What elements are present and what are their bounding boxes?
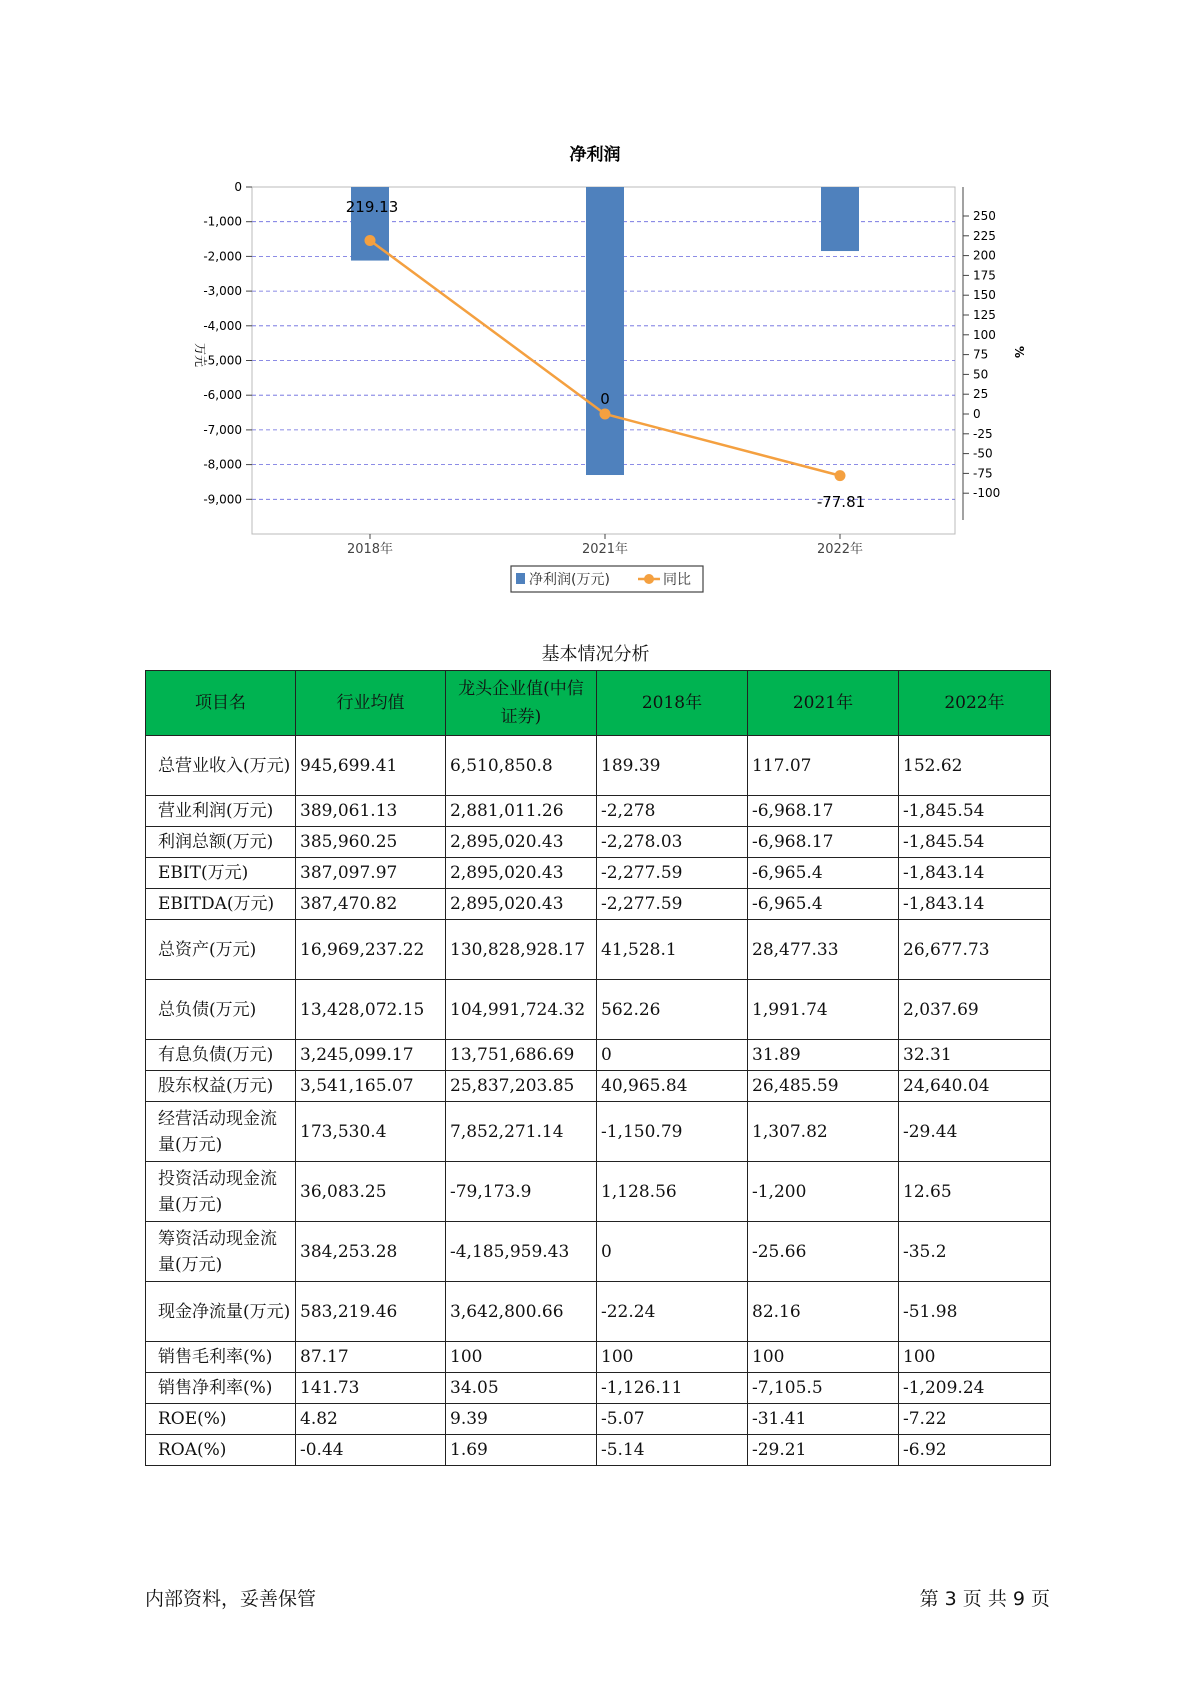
yoy-point [835, 470, 846, 481]
table-cell: 1,307.82 [748, 1102, 899, 1162]
table-cell: -6.92 [899, 1435, 1051, 1466]
table-cell: 130,828,928.17 [446, 920, 597, 980]
table-cell: 389,061.13 [296, 796, 446, 827]
data-label: -77.81 [816, 493, 866, 511]
row-label: 销售净利率(%) [146, 1373, 296, 1404]
table-cell: -6,968.17 [748, 827, 899, 858]
table-cell: 384,253.28 [296, 1222, 446, 1282]
left-axis-label: 万元 [193, 342, 207, 368]
table-cell: 41,528.1 [597, 920, 748, 980]
right-tick-label: 250 [973, 209, 996, 223]
right-tick-label: 200 [973, 248, 996, 263]
table-cell: 2,895,020.43 [446, 827, 597, 858]
x-tick-label: 2022年 [816, 542, 864, 557]
table-cell: 2,881,011.26 [446, 796, 597, 827]
table-cell: 9.39 [446, 1404, 597, 1435]
table-row [146, 1282, 1051, 1342]
right-tick-label: 225 [973, 228, 996, 243]
table-cell: 385,960.25 [296, 827, 446, 858]
row-label: 有息负债(万元) [146, 1040, 296, 1071]
table-cell: 2,895,020.43 [446, 889, 597, 920]
table-row [146, 796, 1051, 827]
column-header: 项目名 [146, 671, 296, 736]
row-label: 总资产(万元) [146, 920, 296, 980]
table-cell: 16,969,237.22 [296, 920, 446, 980]
row-label: 销售毛利率(%) [146, 1342, 296, 1373]
table-cell: -1,843.14 [899, 858, 1051, 889]
bar [586, 187, 624, 475]
table-cell: -22.24 [597, 1282, 748, 1342]
table-cell: -31.41 [748, 1404, 899, 1435]
table-row [146, 980, 1051, 1040]
legend-line-marker [644, 574, 654, 584]
column-header: 2022年 [899, 671, 1051, 736]
legend-bar-swatch [516, 573, 525, 584]
row-label: EBIT(万元) [146, 858, 296, 889]
right-tick-label: 25 [973, 387, 989, 402]
table-row [146, 1373, 1051, 1404]
table-cell: -1,126.11 [597, 1373, 748, 1404]
table-cell: 13,428,072.15 [296, 980, 446, 1040]
table-cell: 36,083.25 [296, 1162, 446, 1222]
table-cell: 152.62 [899, 736, 1051, 796]
table-row [146, 858, 1051, 889]
row-label: EBITDA(万元) [146, 889, 296, 920]
left-tick-label: -9,000 [203, 492, 242, 507]
row-label: 营业利润(万元) [146, 796, 296, 827]
column-header: 龙头企业值(中信证券) [446, 671, 597, 736]
bar [821, 187, 859, 251]
yoy-point [365, 235, 376, 246]
table-cell: -1,843.14 [899, 889, 1051, 920]
row-label: ROA(%) [146, 1435, 296, 1466]
table-cell: 3,642,800.66 [446, 1282, 597, 1342]
right-tick-label: 100 [973, 327, 996, 342]
table-cell: 6,510,850.8 [446, 736, 597, 796]
table-cell: 117.07 [748, 736, 899, 796]
column-header: 2021年 [748, 671, 899, 736]
table-cell: 24,640.04 [899, 1071, 1051, 1102]
column-header: 行业均值 [296, 671, 446, 736]
left-tick-label: -1,000 [203, 214, 242, 229]
row-label: 利润总额(万元) [146, 827, 296, 858]
left-tick-label: -2,000 [203, 249, 242, 264]
table-cell: 189.39 [597, 736, 748, 796]
table-cell: 26,677.73 [899, 920, 1051, 980]
table-cell: -2,277.59 [597, 858, 748, 889]
table-row [146, 1071, 1051, 1102]
table-cell: 3,245,099.17 [296, 1040, 446, 1071]
row-label: 投资活动现金流量(万元) [146, 1162, 296, 1222]
left-tick-label: 0 [234, 180, 242, 194]
table-cell: 26,485.59 [748, 1071, 899, 1102]
table-cell: 28,477.33 [748, 920, 899, 980]
table-row [146, 920, 1051, 980]
table-cell: -1,845.54 [899, 796, 1051, 827]
table-cell: -1,209.24 [899, 1373, 1051, 1404]
legend-label: 同比 [663, 572, 691, 588]
net-profit-chart [0, 0, 1191, 600]
row-label: 总负债(万元) [146, 980, 296, 1040]
table-cell: 32.31 [899, 1040, 1051, 1071]
table-cell: 0 [597, 1040, 748, 1071]
legend-label: 净利润(万元) [529, 572, 610, 588]
right-tick-label: 75 [973, 347, 989, 362]
table-cell: 2,037.69 [899, 980, 1051, 1040]
table-cell: -79,173.9 [446, 1162, 597, 1222]
table-cell: 40,965.84 [597, 1071, 748, 1102]
table-row [146, 1162, 1051, 1222]
table-cell: -1,845.54 [899, 827, 1051, 858]
table-cell: -0.44 [296, 1435, 446, 1466]
left-tick-label: -7,000 [203, 422, 242, 437]
left-tick-label: -8,000 [203, 457, 242, 472]
table-cell: 100 [899, 1342, 1051, 1373]
table-cell: -6,965.4 [748, 889, 899, 920]
table-cell: -1,150.79 [597, 1102, 748, 1162]
table-cell: -29.21 [748, 1435, 899, 1466]
chart-title: 净利润 [569, 145, 621, 165]
table-cell: 82.16 [748, 1282, 899, 1342]
basic-analysis-table [145, 670, 1051, 1466]
table-cell: 87.17 [296, 1342, 446, 1373]
right-tick-label: -50 [973, 446, 993, 461]
table-cell: -2,277.59 [597, 889, 748, 920]
table-cell: -6,968.17 [748, 796, 899, 827]
right-axis-label: % [1012, 345, 1026, 359]
table-cell: -4,185,959.43 [446, 1222, 597, 1282]
right-tick-label: -100 [973, 486, 1001, 501]
table-cell: 1.69 [446, 1435, 597, 1466]
table-cell: -1,200 [748, 1162, 899, 1222]
left-tick-label: -3,000 [203, 284, 242, 299]
table-cell: -25.66 [748, 1222, 899, 1282]
row-label: 现金净流量(万元) [146, 1282, 296, 1342]
table-cell: 100 [446, 1342, 597, 1373]
right-tick-label: 175 [973, 268, 996, 283]
table-cell: 31.89 [748, 1040, 899, 1071]
left-tick-label: -5,000 [203, 353, 242, 368]
footer-page-number: 第 3 页 共 9 页 [919, 1588, 1050, 1610]
table-row [146, 889, 1051, 920]
data-label: 219.13 [345, 198, 399, 216]
column-header: 2018年 [597, 671, 748, 736]
table-cell: -6,965.4 [748, 858, 899, 889]
table-cell: 945,699.41 [296, 736, 446, 796]
table-cell: 387,470.82 [296, 889, 446, 920]
table-cell: -5.14 [597, 1435, 748, 1466]
table-cell: -5.07 [597, 1404, 748, 1435]
x-tick-label: 2018年 [346, 542, 394, 557]
row-label: 股东权益(万元) [146, 1071, 296, 1102]
table-cell: 13,751,686.69 [446, 1040, 597, 1071]
table-cell: 4.82 [296, 1404, 446, 1435]
right-tick-label: -25 [973, 426, 993, 441]
table-cell: 25,837,203.85 [446, 1071, 597, 1102]
row-label: 经营活动现金流量(万元) [146, 1102, 296, 1162]
table-cell: 104,991,724.32 [446, 980, 597, 1040]
table-cell: 7,852,271.14 [446, 1102, 597, 1162]
left-tick-label: -4,000 [203, 318, 242, 333]
table-cell: 3,541,165.07 [296, 1071, 446, 1102]
table-cell: 34.05 [446, 1373, 597, 1404]
table-cell: 173,530.4 [296, 1102, 446, 1162]
table-row [146, 1435, 1051, 1466]
table-cell: 387,097.97 [296, 858, 446, 889]
table-cell: -2,278.03 [597, 827, 748, 858]
left-tick-label: -6,000 [203, 388, 242, 403]
table-cell: 100 [748, 1342, 899, 1373]
table-row [146, 1102, 1051, 1162]
right-tick-label: -75 [973, 466, 993, 481]
table-cell: 100 [597, 1342, 748, 1373]
table-cell: -35.2 [899, 1222, 1051, 1282]
table-cell: 1,991.74 [748, 980, 899, 1040]
table-cell: 562.26 [597, 980, 748, 1040]
table-cell: 141.73 [296, 1373, 446, 1404]
table-cell: 12.65 [899, 1162, 1051, 1222]
right-tick-label: 0 [973, 407, 981, 421]
right-tick-label: 125 [973, 308, 996, 322]
table-row [146, 827, 1051, 858]
table-row [146, 1040, 1051, 1071]
table-cell: -51.98 [899, 1282, 1051, 1342]
table-row [146, 1404, 1051, 1435]
table-header-row [146, 671, 1051, 736]
table-cell: -7,105.5 [748, 1373, 899, 1404]
table-cell: 0 [597, 1222, 748, 1282]
data-label: 0 [600, 390, 610, 408]
table-caption: 基本情况分析 [541, 644, 650, 665]
table-cell: -29.44 [899, 1102, 1051, 1162]
table-row [146, 1222, 1051, 1282]
row-label: ROE(%) [146, 1404, 296, 1435]
table-cell: 583,219.46 [296, 1282, 446, 1342]
table-cell: 2,895,020.43 [446, 858, 597, 889]
right-tick-label: 150 [973, 288, 996, 303]
row-label: 总营业收入(万元) [146, 736, 296, 796]
right-tick-label: 50 [973, 367, 989, 382]
table-cell: -7.22 [899, 1404, 1051, 1435]
table-row [146, 736, 1051, 796]
table-cell: -2,278 [597, 796, 748, 827]
x-tick-label: 2021年 [581, 542, 629, 557]
table-row [146, 1342, 1051, 1373]
row-label: 筹资活动现金流量(万元) [146, 1222, 296, 1282]
footer-confidential-note: 内部资料，妥善保管 [145, 1588, 317, 1610]
table-cell: 1,128.56 [597, 1162, 748, 1222]
yoy-point [600, 409, 611, 420]
